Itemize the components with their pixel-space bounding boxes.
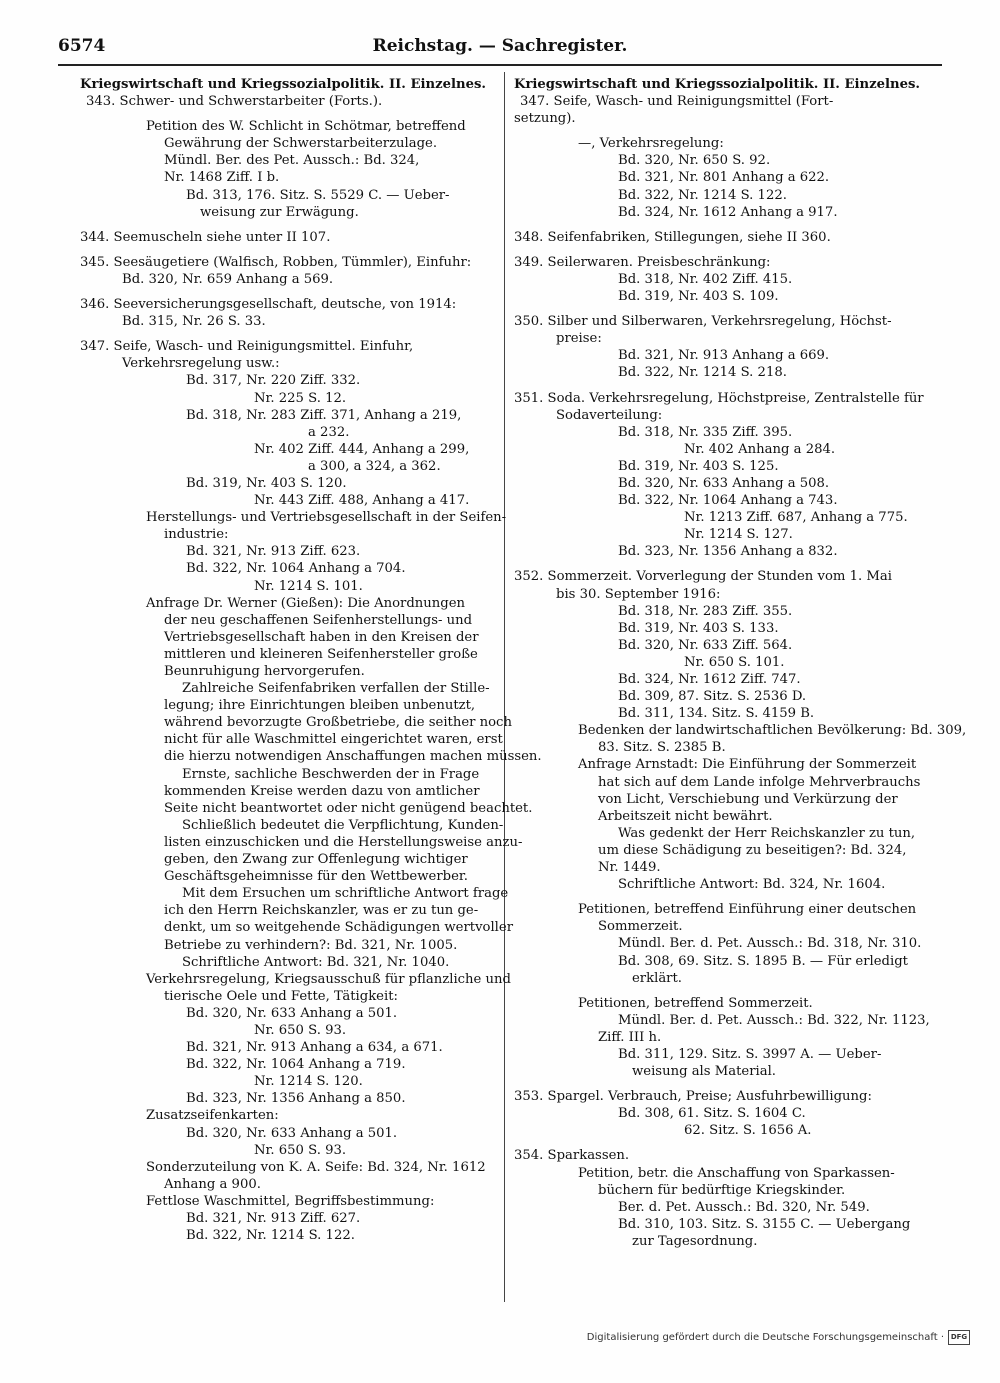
spacer <box>514 1080 936 1088</box>
text-line: 62. Sitz. S. 1656 A. <box>684 1123 812 1139</box>
text-line: a 300, a 324, a 362. <box>308 458 441 474</box>
text-line: Bd. 318, Nr. 283 Ziff. 355. <box>618 603 793 619</box>
text-line: Bd. 323, Nr. 1356 Anhang a 832. <box>618 544 838 560</box>
text-line: Sodaverteilung: <box>556 407 663 423</box>
text-line: Bd. 318, Nr. 335 Ziff. 395. <box>618 424 793 440</box>
text-line: bis 30. September 1916: <box>556 586 721 602</box>
text-line: Bd. 308, 61. Sitz. S. 1604 C. <box>618 1106 806 1122</box>
text-line: Bd. 319, Nr. 403 S. 133. <box>618 620 779 636</box>
text-line: Mündl. Ber. d. Pet. Aussch.: Bd. 318, Nr. 310. <box>618 936 922 952</box>
spacer <box>80 246 502 254</box>
text-line: setzung). <box>514 111 576 127</box>
text-line: denkt, um so weitgehende Schädigungen wertvoller <box>164 920 514 936</box>
text-line: Bd. 319, Nr. 403 S. 109. <box>618 289 779 305</box>
spacer <box>514 127 936 135</box>
text-line: Bd. 321, Nr. 913 Anhang a 634, a 671. <box>186 1040 443 1056</box>
text-line: Seite nicht beantwortet oder nicht genügend beachtet. <box>164 800 533 816</box>
text-line: Zahlreiche Seifenfabriken verfallen der Stille- <box>182 681 490 697</box>
text-line: Mündl. Ber. des Pet. Aussch.: Bd. 324, <box>164 153 420 169</box>
text-line: Vertriebsgesellschaft haben in den Kreisen der <box>164 629 479 645</box>
text-line: Bd. 318, Nr. 283 Ziff. 371, Anhang a 219, <box>186 407 462 423</box>
text-line: Bd. 309, 87. Sitz. S. 2536 D. <box>618 689 807 705</box>
text-line: Bd. 320, Nr. 650 S. 92. <box>618 153 771 169</box>
text-line: Nr. 1214 S. 101. <box>254 578 363 594</box>
text-line: Bd. 322, Nr. 1214 S. 122. <box>618 187 787 203</box>
text-line: Ber. d. Pet. Aussch.: Bd. 320, Nr. 549. <box>618 1199 870 1215</box>
column-divider <box>504 72 505 1302</box>
text-line: Bd. 311, 134. Sitz. S. 4159 B. <box>618 706 815 722</box>
text-line: Petition des W. Schlicht in Schötmar, betreffend <box>146 119 466 135</box>
text-line: Verkehrsregelung, Kriegsausschuß für pflanzliche und <box>146 971 511 987</box>
text-line: 354. Sparkassen. <box>514 1148 630 1164</box>
text-line: kommenden Kreise werden dazu von amtlicher <box>164 783 480 799</box>
text-line: 351. Soda. Verkehrsregelung, Höchstpreise, Zentralstelle für <box>514 390 924 406</box>
left-column <box>80 76 542 1244</box>
text-line: Mit dem Ersuchen um schriftliche Antwort frage <box>182 886 509 902</box>
text-line: Bd. 311, 129. Sitz. S. 3997 A. — Ueber- <box>618 1046 882 1062</box>
text-line: tierische Oele und Fette, Tätigkeit: <box>164 988 398 1004</box>
text-line: Bd. 320, Nr. 659 Anhang a 569. <box>122 271 334 287</box>
text-line: a 232. <box>308 424 350 440</box>
text-line: Bd. 308, 69. Sitz. S. 1895 B. — Für erledigt <box>618 953 908 969</box>
text-line: Geschäftsgeheimnisse für den Wettbewerber. <box>164 869 468 885</box>
text-line: Fettlose Waschmittel, Begriffsbestimmung: <box>146 1193 435 1209</box>
text-line: hat sich auf dem Lande infolge Mehrverbrauchs <box>598 774 921 790</box>
text-line: Bd. 313, 176. Sitz. S. 5529 C. — Ueber- <box>186 187 450 203</box>
text-line: Nr. 1449. <box>598 860 661 876</box>
text-line: büchern für bedürftige Kriegskinder. <box>598 1182 846 1198</box>
text-line: Schließlich bedeutet die Verpflichtung, Kunden- <box>182 817 504 833</box>
text-line: Bd. 319, Nr. 403 S. 125. <box>618 458 779 474</box>
text-line: Bd. 319, Nr. 403 S. 120. <box>186 475 347 491</box>
text-line: 343. Schwer- und Schwerstarbeiter (Forts.). <box>86 94 383 110</box>
spacer <box>514 305 936 313</box>
text-line: von Licht, Verschiebung und Verkürzung der <box>598 791 898 807</box>
text-line: erklärt. <box>632 970 682 986</box>
text-line: Bd. 320, Nr. 633 Anhang a 508. <box>618 475 830 491</box>
spacer <box>514 246 936 254</box>
text-line: während bevorzugte Großbetriebe, die seither noch <box>164 715 512 731</box>
running-title: Reichstag. — Sachregister. <box>372 36 628 56</box>
spacer <box>514 560 936 568</box>
text-line: Bedenken der landwirtschaftlichen Bevölkerung: Bd. 309, <box>578 723 967 739</box>
text-line: Bd. 320, Nr. 633 Ziff. 564. <box>618 637 793 653</box>
text-line: Anfrage Arnstadt: Die Einführung der Sommerzeit <box>578 757 917 773</box>
header-rule <box>58 64 942 66</box>
text-line: 83. Sitz. S. 2385 B. <box>598 740 726 756</box>
text-line: Sonderzuteilung von K. A. Seife: Bd. 324, Nr. 1612 <box>146 1159 486 1175</box>
page-number: 6574 <box>58 36 106 56</box>
spacer <box>514 893 936 901</box>
text-line: Nr. 402 Anhang a 284. <box>684 441 836 457</box>
section-heading: Kriegswirtschaft und Kriegssozialpolitik. II. Einzelnes. <box>80 77 487 92</box>
text-line: Sommerzeit. <box>598 919 683 935</box>
text-line: Bd. 320, Nr. 633 Anhang a 501. <box>186 1125 398 1141</box>
text-line: Verkehrsregelung usw.: <box>122 356 280 372</box>
text-line: Anfrage Dr. Werner (Gießen): Die Anordnungen <box>146 595 465 611</box>
text-line: mittleren und kleineren Seifenhersteller große <box>164 646 478 662</box>
text-line: Nr. 650 S. 93. <box>254 1022 347 1038</box>
text-line: weisung als Material. <box>632 1064 777 1080</box>
spacer <box>514 1139 936 1147</box>
text-line: Nr. 402 Ziff. 444, Anhang a 299, <box>254 441 470 457</box>
text-line: Gewährung der Schwerstarbeiterzulage. <box>164 136 438 152</box>
text-line: Bd. 317, Nr. 220 Ziff. 332. <box>186 373 361 389</box>
right-column <box>514 76 967 1250</box>
dfg-logo: DFG <box>948 1330 970 1345</box>
text-line: Nr. 225 S. 12. <box>254 390 347 406</box>
text-line: Petitionen, betreffend Einführung einer deutschen <box>578 902 917 918</box>
text-line: Nr. 1214 S. 127. <box>684 527 793 543</box>
text-line: Petition, betr. die Anschaffung von Sparkassen- <box>578 1165 895 1181</box>
text-line: Nr. 1213 Ziff. 687, Anhang a 775. <box>684 510 908 526</box>
text-line: listen einzuschicken und die Herstellungsweise anzu- <box>164 834 523 850</box>
text-line: Bd. 318, Nr. 402 Ziff. 415. <box>618 271 793 287</box>
text-line: Nr. 1468 Ziff. I b. <box>164 170 280 186</box>
text-line: Bd. 322, Nr. 1214 S. 122. <box>186 1228 355 1244</box>
text-line: 350. Silber und Silberwaren, Verkehrsregelung, Höchst- <box>514 314 892 330</box>
text-line: Nr. 650 S. 101. <box>684 654 785 670</box>
text-line: —, Verkehrsregelung: <box>578 136 724 152</box>
section-heading: Kriegswirtschaft und Kriegssozialpolitik. II. Einzelnes. <box>514 77 921 92</box>
text-line: Ziff. III h. <box>598 1029 662 1045</box>
text-line: legung; ihre Einrichtungen bleiben unbenutzt, <box>164 698 476 714</box>
text-line: ich den Herrn Reichskanzler, was er zu tun ge- <box>164 903 479 919</box>
text-line: Zusatzseifenkarten: <box>146 1108 279 1124</box>
text-line: geben, den Zwang zur Offenlegung wichtiger <box>164 852 468 868</box>
text-line: industrie: <box>164 527 229 543</box>
footer <box>587 1330 970 1345</box>
text-line: Bd. 320, Nr. 633 Anhang a 501. <box>186 1005 398 1021</box>
text-line: Bd. 322, Nr. 1214 S. 218. <box>618 365 787 381</box>
text-line: Petitionen, betreffend Sommerzeit. <box>578 995 813 1011</box>
text-line: Nr. 1214 S. 120. <box>254 1074 363 1090</box>
text-line: Bd. 321, Nr. 801 Anhang a 622. <box>618 170 830 186</box>
text-line: Bd. 321, Nr. 913 Anhang a 669. <box>618 348 830 364</box>
spacer <box>80 330 502 338</box>
text-line: Nr. 650 S. 93. <box>254 1142 347 1158</box>
text-line: der neu geschaffenen Seifenherstellungs- und <box>164 612 473 628</box>
text-line: Bd. 310, 103. Sitz. S. 3155 C. — Uebergang <box>618 1216 911 1232</box>
text-line: Schriftliche Antwort: Bd. 324, Nr. 1604. <box>618 877 886 893</box>
text-line: 349. Seilerwaren. Preisbeschränkung: <box>514 254 771 270</box>
text-line: 348. Seifenfabriken, Stillegungen, siehe II 360. <box>514 229 831 245</box>
text-line: 352. Sommerzeit. Vorverlegung der Stunden vom 1. Mai <box>514 569 892 585</box>
text-line: 347. Seife, Wasch- und Reinigungsmittel. Einfuhr, <box>80 339 414 355</box>
text-line: Bd. 322, Nr. 1064 Anhang a 743. <box>618 493 838 509</box>
text-line: Beunruhigung hervorgerufen. <box>164 664 365 679</box>
text-line: Bd. 324, Nr. 1612 Ziff. 747. <box>618 672 801 687</box>
text-line: um diese Schädigung zu beseitigen?: Bd. 324, <box>598 842 907 858</box>
text-line: Arbeitszeit nicht bewährt. <box>598 808 773 824</box>
text-line: 344. Seemuscheln siehe unter II 107. <box>80 229 331 245</box>
text-line: die hierzu notwendigen Anschaffungen machen müssen. <box>164 749 542 765</box>
spacer <box>514 382 936 390</box>
text-line: Bd. 321, Nr. 913 Ziff. 623. <box>186 544 361 560</box>
text-line: Anhang a 900. <box>164 1176 261 1192</box>
text-line: nicht für alle Waschmittel eingerichtet waren, erst <box>164 732 503 748</box>
spacer <box>80 110 502 118</box>
text-line: Nr. 443 Ziff. 488, Anhang a 417. <box>254 493 470 509</box>
text-line: 346. Seeversicherungsgesellschaft, deutsche, von 1914: <box>80 297 457 313</box>
text-line: Bd. 323, Nr. 1356 Anhang a 850. <box>186 1091 406 1107</box>
text-line: 345. Seesäugetiere (Walfisch, Robben, Tümmler), Einfuhr: <box>80 254 472 270</box>
text-line: Herstellungs- und Vertriebsgesellschaft in der Seifen- <box>146 510 507 526</box>
text-line: Bd. 324, Nr. 1612 Anhang a 917. <box>618 204 838 220</box>
text-line: Bd. 321, Nr. 913 Ziff. 627. <box>186 1211 361 1226</box>
footer-credit: Digitalisierung gefördert durch die Deutsche Forschungsgemeinschaft · <box>586 1332 944 1343</box>
text-line: 353. Spargel. Verbrauch, Preise; Ausfuhrbewilligung: <box>514 1089 872 1105</box>
text-line: Was gedenkt der Herr Reichskanzler zu tun, <box>618 825 916 841</box>
text-line: weisung zur Erwägung. <box>200 204 359 220</box>
text-line: Schriftliche Antwort: Bd. 321, Nr. 1040. <box>182 954 450 970</box>
spacer <box>80 288 502 296</box>
text-line: Bd. 322, Nr. 1064 Anhang a 719. <box>186 1057 406 1073</box>
text-line: preise: <box>556 331 602 347</box>
text-line: Betriebe zu verhindern?: Bd. 321, Nr. 1005. <box>164 937 458 953</box>
text-line: Bd. 315, Nr. 26 S. 33. <box>122 314 266 330</box>
text-line: zur Tagesordnung. <box>632 1233 758 1249</box>
text-line: Mündl. Ber. d. Pet. Aussch.: Bd. 322, Nr. 1123, <box>618 1012 930 1028</box>
text-line: Bd. 322, Nr. 1064 Anhang a 704. <box>186 561 406 577</box>
spacer <box>514 987 936 995</box>
spacer <box>80 221 502 229</box>
text-line: Ernste, sachliche Beschwerden der in Frage <box>182 766 480 782</box>
text-line: 347. Seife, Wasch- und Reinigungsmittel (Fort- <box>520 94 834 110</box>
spacer <box>514 221 936 229</box>
